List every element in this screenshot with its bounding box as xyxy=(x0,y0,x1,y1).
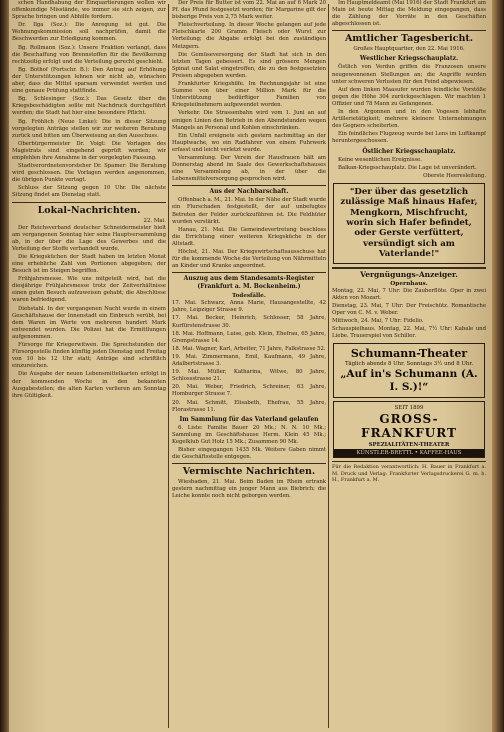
advert-gross-frankfurt xyxy=(333,401,485,458)
report-paragraph: Ein feindliches Flugzeug wurde bei Lens im Luftkampf heruntergeschossen. xyxy=(332,131,486,145)
article-paragraph: Bisher eingegangen 1435 Mk. Weitere Gaben nimmt die Geschäftsstelle entgegen. xyxy=(172,446,326,461)
article-paragraph: Ein Unfall ereignete sich gestern nachmittag an der Hauptwache, wo ein Radfahrer von einem Fuhrwerk erfasst und leicht verletzt wurde. xyxy=(172,132,326,153)
article-paragraph: Bg. Fröhlich (Neue Linke): Die in dieser Sitzung vorgelegten Anträge stellen wir zur weiteren Beratung zurück und bitten um Überweisung an den Ausschuss. xyxy=(12,118,166,139)
death-entry: 19. Mai. Müller, Katharina, Witwe, 80 Jahre, Schlossstrasse 21. xyxy=(172,369,326,383)
article-paragraph: Bg. Schlesinger (Soz.): Das Gesetz über die Kriegsbeschädigten sollte mit Nachdruck durchgeführt werden; die Stadt hat hier eine besondere Pflicht. xyxy=(12,96,166,117)
death-entry: 17. Mai. Becker, Heinrich, Schlosser, 58 Jahre, Kurfürstenstrasse 30. xyxy=(172,315,326,329)
book-binding-edge xyxy=(0,0,9,732)
article-paragraph: Dr. Ilga (Soz.): Die Anregung ist gut. Die Wohnungskommission soll nachprüfen, damit die Beschwerden zur Erledigung kommen. xyxy=(12,22,166,43)
column-rule xyxy=(168,4,169,728)
death-entry: 18. Mai. Hoffmann, Luise, geb. Klein, Ehefrau, 65 Jahre, Grempstrasse 14. xyxy=(172,330,326,344)
divider xyxy=(332,267,486,269)
article-paragraph: Wiesbaden, 21. Mai. Beim Baden im Rhein ertrank gestern nachmittag ein junger Mann aus Biebrich; die Leiche konnte noch nicht geborgen werden. xyxy=(172,479,326,500)
event-entry: Montag, 22. Mai, 7 Uhr: Die Zauberflöte. Oper in zwei Akten von Mozart. xyxy=(332,287,486,301)
death-entry: 20. Mai. Schmitt, Elisabeth, Ehefrau, 55 Jahre, Florastrasse 11. xyxy=(172,399,326,413)
death-entry: 18. Mai. Wagner, Karl, Arbeiter, 71 Jahre, Falkstrasse 52. xyxy=(172,345,326,352)
event-entry: Dienstag, 23. Mai, 7 Uhr: Der Freischütz. Romantische Oper von C. M. v. Weber. xyxy=(332,302,486,316)
divider xyxy=(172,463,326,464)
advert-show-name: „Auf in's Schumann (A. I. S.)!“ xyxy=(340,368,478,394)
article-paragraph: Verkehr. Die Strassenbahn wird vom 1. Juni an auf einigen Linien den Betrieb in den Abendstunden wegen Mangels an Personal und Kohlen einschränken. xyxy=(172,110,326,131)
report-paragraph: Keine wesentlichen Ereignisse. xyxy=(338,156,422,163)
advert-since: SEIT 1899 xyxy=(394,405,424,412)
notice-text: "Der über das gesetzlich zulässige Maß hinaus Hafer, Mengkorn, Mischfrucht, worin sich Hafer befindet, oder Gerste verfüttert, versündigt sich am Vaterlande!" xyxy=(340,186,478,260)
section-heading-events: Vergnügungs-Anzeiger. xyxy=(360,269,458,279)
report-paragraph: In den Argonnen und in den Vogesen lebhafte Artillerietätigkeit; mehrere kleinere Unternehmungen des Gegners scheiterten. xyxy=(332,109,486,130)
event-entry: Mittwoch, 24. Mai, 7 Uhr: Fidelio. xyxy=(332,318,424,324)
subheading-deaths: Todesfälle. xyxy=(232,293,266,300)
newspaper-page xyxy=(9,0,492,732)
article-paragraph: Bg. Rollmann (Soz.): Unsere Fraktion verlangt, dass die Beschaffung von Brennstoffen für die Bevölkerung rechtzeitig erfolgt und die Verteilung gerecht geschieht. xyxy=(12,44,166,65)
section-heading-misc-news: Vermischte Nachrichten. xyxy=(182,466,316,478)
article-paragraph: Frühjahrsmesse. Wie uns mitgeteilt wird, hat die diesjährige Frühjahrsmesse trotz der Zeitverhältnisse einen guten Besuch aufzuweisen gehabt; die Abschlüsse waren befriedigend. xyxy=(12,276,166,304)
death-entry: 19. Mai. Zimmermann, Emil, Kaufmann, 49 Jahre, Adalbertstrasse 3. xyxy=(172,353,326,368)
advert-subtitle: SPEZIALITÄTEN-THEATER xyxy=(368,442,450,449)
subheading-opera: Opernhaus. xyxy=(390,280,428,287)
article-paragraph: 6. Liste: Familie Bauer 20 Mk.; N. N. 10 Mk.; Sammlung im Geschäftshause Herm. Klein 45 Mk.; Kegelklub Gut Holz 15 Mk.; Zusammen 90 Mk. xyxy=(172,424,326,445)
advert-subtitle: Täglich abends 8 Uhr. Sonntags 3½ und 8 Uhr. xyxy=(344,361,474,368)
article-paragraph: Die Kriegsküchen der Stadt haben im letzten Monat eine erhebliche Zahl von Portionen abgegeben; der Besuch ist im Steigen begriffen. xyxy=(12,253,166,275)
divider xyxy=(172,272,326,273)
advert-title: Schumann-Theater xyxy=(350,347,468,361)
article-paragraph: Der Preis für Butter ist vom 22. Mai an auf 6 Mark 20 Pf. das Pfund festgesetzt worden; für Margarine gilt der bisherige Preis von 2,75 Mark weiter. xyxy=(172,0,326,21)
page-stack-edge xyxy=(492,0,504,732)
imprint-footer: Für die Redaktion verantwortlich: H. Bauer in Frankfurt a. M. Druck und Verlag: Frankfurter Verlagsdruckerei G. m. b. H., Frankfurt a. M. xyxy=(332,464,486,484)
divider xyxy=(332,461,486,462)
report-signature: Oberste Heeresleitung. xyxy=(423,172,486,179)
dateline: 22. Mai. xyxy=(143,217,166,224)
divider xyxy=(12,202,166,203)
article-paragraph: Hanau, 21. Mai. Die Gemeindevertretung beschloss die Errichtung einer weiteren Kriegsküche in der Altstadt. xyxy=(172,226,326,247)
article-paragraph: Fleischverteilung. In dieser Woche gelangen auf jede Fleischkarte 200 Gramm Fleisch oder Wurst zur Verteilung; die Abgabe erfolgt bei den zuständigen Metzgern. xyxy=(172,22,326,50)
article-paragraph: Stadtverordnetenvorsteher Dr. Spamer: Die Beratung wird geschlossen. Die Vorlagen werden angenommen, die übrigen Punkte vertagt. xyxy=(12,163,166,184)
report-paragraph: Balkan-Kriegsschauplatz. Die Lage ist unverändert. xyxy=(338,164,477,171)
section-heading-daily-report: Amtlicher Tagesbericht. xyxy=(344,33,474,45)
article-paragraph: Fürsorge für Kriegerwitwen. Die Sprechstunden der Fürsorgestelle finden künftig jeden Dienstag und Freitag von 10 bis 12 Uhr statt; Anträge sind schriftlich einzureichen. xyxy=(12,342,166,370)
death-entry: 17. Mai. Schwarz, Anna Marie, Hausangestellte, 42 Jahre, Leipziger Strasse 9. xyxy=(172,300,326,314)
article-paragraph: Die Gemüseversorgung der Stadt hat sich in den letzten Tagen gebessert. Es sind grössere Mengen Spinat und Salat eingetroffen, die zu den festgesetzten Preisen abgegeben werden. xyxy=(172,51,326,79)
event-entry: Schauspielhaus. Montag, 22. Mai, 7½ Uhr: Kabale und Liebe. Trauerspiel von Schiller. xyxy=(332,326,486,340)
section-heading-neighborhood: Aus der Nachbarschaft. xyxy=(209,188,289,196)
article-paragraph: Versammlung. Der Verein der Hausfrauen hält am Donnerstag abend im Saale des Gewerkschaftshauses eine Versammlung ab, in der über die Lebensmittelversorgung gesprochen wird. xyxy=(172,154,326,183)
subheading-western-front: Westlicher Kriegsschauplatz. xyxy=(359,55,459,63)
article-paragraph: Offenbach a. M., 21. Mai. In der Nähe der Stadt wurde ein Flurschaden festgestellt, der auf unbefugtes Betreten der Felder zurückzuführen ist. Die Feldhüter wurden verstärkt. xyxy=(172,197,326,225)
notice-box xyxy=(333,183,485,264)
advert-title: GROSS-FRANKFURT xyxy=(361,412,457,441)
divider xyxy=(172,185,326,186)
article-paragraph: Die Ausgabe der neuen Lebensmittelkarten erfolgt in der kommenden Woche in den bekannten Ausgabestellen; die alten Karten verlieren am Sonntag ihre Gültigkeit. xyxy=(12,371,166,399)
section-heading-collection: Im Sammlung für das Vaterland gelaufen xyxy=(179,415,319,423)
article-paragraph: Im Hauptmeldeamt (Mai 1916) der Stadt Frankfurt am Main ist heute Mittag die Meldung eingegangen, dass die Zählung der Vorräte in den Geschäften abgeschlossen ist. xyxy=(332,0,486,28)
section-heading-local-news: Lokal-Nachrichten. xyxy=(37,204,141,216)
report-paragraph: Östlich von Verdun griffen die Franzosen unsere neugewonnenen Stellungen an; die Angriffe wurden unter schweren Verlusten für den Feind abgewiesen. xyxy=(332,64,486,85)
death-entry: 20. Mai. Weber, Friedrich, Schreiner, 63 Jahre, Homburger Strasse 7. xyxy=(172,384,326,398)
column-left xyxy=(12,0,166,732)
dateline: Großes Hauptquartier, den 22. Mai 1916. xyxy=(353,46,465,53)
report-paragraph: Auf dem linken Maasufer wurden feindliche Vorstöße gegen die Höhe 304 zurückgeschlagen. Wir machten 1 Offizier und 78 Mann zu Gefangenen. xyxy=(332,86,486,107)
article-paragraph: Der Reichsverband deutscher Schneidermeister hielt am vergangenen Sonntag hier seine Hauptversammlung ab, in der über die Lage des Gewerbes und die Verteilung der Stoffe verhandelt wurde. xyxy=(12,224,166,252)
article-paragraph: Höchst, 21. Mai. Der Kriegswirtschaftsausschuss hat für die kommende Woche die Verteilung von Nährmitteln an Kinder und Kranke angeordnet. xyxy=(172,249,326,270)
column-rule xyxy=(328,4,329,728)
article-paragraph: Schluss der Sitzung gegen 10 Uhr. Die nächste Sitzung findet am Dienstag statt. xyxy=(12,185,166,199)
article-paragraph: Diebstahl. In der vergangenen Nacht wurde in einem Geschäftshause der Innenstadt ein Einbruch verübt, bei dem Waren im Werte von mehreren hundert Mark entwendet wurden. Die Polizei hat die Ermittlungen aufgenommen. xyxy=(12,305,166,340)
article-paragraph: Frankfurter Kriegshilfe. Im Rechnungsjahr ist eine Summe von über einer Million Mark für die Unterstützung bedürftiger Familien von Kriegsteilnehmern aufgewendet worden. xyxy=(172,81,326,109)
advert-banner: KÜNSTLER-BRETTL • KAFFEE-HAUS xyxy=(334,449,484,457)
subheading-eastern-front: Östlicher Kriegsschauplatz. xyxy=(362,147,456,155)
advert-schumann-theater xyxy=(333,343,485,398)
article-paragraph: Oberbürgermeister Dr. Voigt: Die Vorlagen des Magistrats sind eingehend geprüft worden; wir empfehlen ihre Annahme in der vorgelegten Fassung. xyxy=(12,140,166,161)
article-paragraph: Bg. Bothof (Fortschr. B.): Den Antrag auf Erhöhung der Unterstützungen lehnen wir nicht ab, wünschen aber, dass die Mittel sparsam verwendet werden und eine genaue Prüfung stattfinde. xyxy=(12,66,166,95)
divider xyxy=(332,30,486,31)
column-right xyxy=(332,0,486,732)
section-heading-registry: Auszug aus dem Standesamts-Register (Frankfurt a. M. Bockenheim.) xyxy=(183,275,315,291)
article-paragraph: schen Handhabung der Einquartierungen wollen wir offenkundige Misstände, wo immer sie sich zeigen, zur Sprache bringen und Abhilfe fordern. xyxy=(12,0,166,21)
column-middle xyxy=(172,0,326,732)
